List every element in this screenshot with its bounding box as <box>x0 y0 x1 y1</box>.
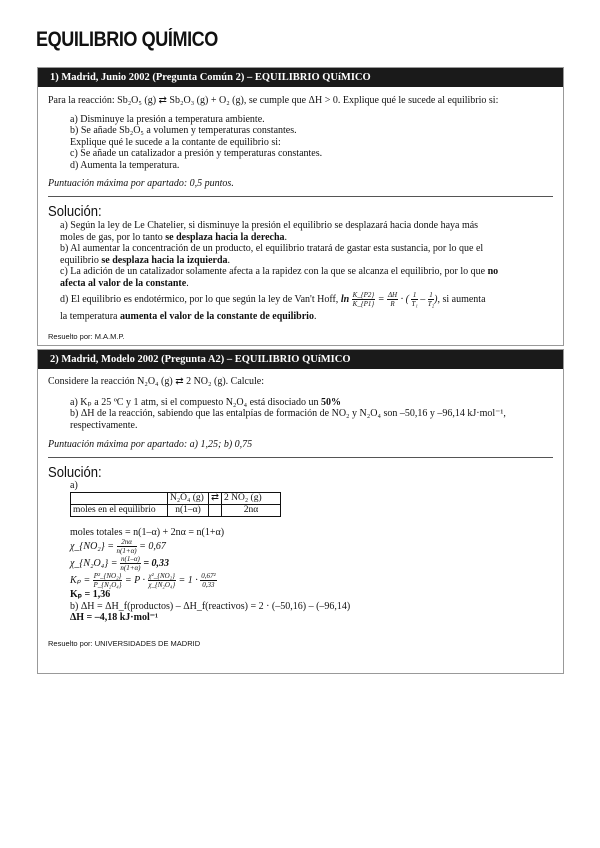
question-1-intro: Para la reacción: Sb₂O₅ (g) ⇄ Sb₂O₃ (g) + O₂ (g), se cumple que ΔH > 0. Explique qué le sucede al equilibrio si: <box>48 95 499 106</box>
solution-c-line-1: c) La adición de un catalizador solamente afecta a la rapidez con la que se alcanza el equilibrio, por lo que no <box>60 266 499 277</box>
page-title: EQUILIBRIO QUÍMICO <box>36 28 218 51</box>
question-2-footer: Resuelto por: UNIVERSIDADES DE MADRID <box>48 638 201 648</box>
list-item: c) Se añade un catalizador a presión y temperaturas constantes. <box>70 148 323 159</box>
kp-result: Kₚ = 1,36 <box>70 589 111 600</box>
list-item: Explique qué le sucede a la contante de equilibrio si: <box>70 136 281 148</box>
question-2-box <box>37 349 564 674</box>
kp-expression: Kₚ = $\frac{\text{P²\_\{NO₂\}}}{\text{P\_\{N₂O₄\}}}$ = P · $\frac{\text{χ²\_\{NO₂\}}}{\text{χ\_\{N₂O₄\}}}$ = 1 · $\frac{\text{0,67²}}{0,33}$ <box>70 572 216 589</box>
vant-hoff-equation: ln $\frac{K\_\{P2\}}{K\_\{P1\}}$ = $\frac{\Delta H}{R}$ · ( $\frac{1}{\text{T₁}}$ – $\frac{1}{\text{T₂}}$ ) <box>340 291 438 308</box>
question-1-footer: Resuelto por: M.A.M.P. <box>48 331 125 341</box>
solution-b-line-1: b) Al aumentar la concentración de un producto, el equilibrio tratará de gastar esta sustancia, por lo que el <box>60 243 484 254</box>
list-item: d) Aumenta la temperatura. <box>70 159 180 171</box>
question-1-header: 1) Madrid, Junio 2002 (Pregunta Común 2) – EQUILIBRIO QUíMICO <box>38 68 563 87</box>
solution-c-line-2: afecta al valor de la constante. <box>60 277 189 289</box>
list-item: b) Se añade Sb₂O₅ a volumen y temperaturas constantes. <box>70 125 297 136</box>
question-1-score: Puntuación máxima por apartado: 0,5 puntos. <box>48 178 234 189</box>
solution-a-label: a) <box>70 480 78 491</box>
question-2-score: Puntuación máxima por apartado: a) 1,25; b) 0,75 <box>48 439 253 450</box>
solution-a-line-1: a) Según la ley de Le Chatelier, si disminuye la presión el equilibrio se desplazará hacia donde haya más <box>60 220 479 231</box>
solution-b-line-2: equilibrio se desplaza hacia la izquierda. <box>60 254 231 266</box>
question-1-items <box>48 114 553 172</box>
solution-c-bold: afecta al valor de la constante <box>60 277 187 289</box>
list-item: respectivamente. <box>70 419 138 431</box>
moles-total: moles totales = n(1–α) + 2nα = n(1+α) <box>70 526 225 538</box>
chi-no2: χ_{NO₂} = $\frac{2n\alpha}{n(1+\alpha)}$ = 0,67 <box>70 538 166 555</box>
question-1-box <box>37 67 564 346</box>
solution-b-bold: se desplaza hacia la izquierda <box>101 254 228 266</box>
chi-n2o4: χ_{N₂O₄} = $\frac{n(1-\alpha)}{n(1+\alpha)}$ = 0,33 <box>70 555 170 572</box>
divider <box>48 196 553 197</box>
solution-b: b) ΔH = ΔH_f(productos) – ΔH_f(reactivos) = 2 · (–50,16) – (–96,14) <box>70 600 351 612</box>
question-2-solution-title: Solución: <box>48 464 102 481</box>
solution-d-bold: aumenta el valor de la constante de equilibrio <box>119 311 314 322</box>
delta-h-result: ΔH = –4,18 kJ·mol⁻¹ <box>70 612 159 623</box>
solution-a-bold: se desplaza hacia la derecha <box>165 231 285 243</box>
list-item: b) ΔH de la reacción, sabiendo que las entalpías de formación de NO₂ y N₂O₄ son –50,16 y –96,14 kJ·mol⁻¹, <box>70 408 506 419</box>
divider <box>48 457 553 458</box>
solution-a-line-2: moles de gas, por lo tanto se desplaza hacia la derecha. <box>60 231 288 243</box>
solution-d-line-2: la temperatura aumenta el valor de la constante de equilibrio. <box>60 311 317 322</box>
list-item: a) Disminuye la presión a temperatura ambiente. <box>70 113 265 125</box>
list-item: a) Kₚ a 25 ºC y 1 atm, si el compuesto N₂O₄ está disociado un 50% <box>70 396 341 408</box>
solution-d-line-1: d) El equilibrio es endotérmico, por lo que según la ley de Van't Hoff, ln $\frac{K\_\{P2\}}{K\_\{P1\}}$ = $\frac{\Delta H}{R}$ · ( $\frac{1}{\text{T₁}}$ – $\frac{1}{\text{T₂}}$ ), si aumenta <box>60 291 486 308</box>
equilibrium-table: N₂O₄ (g) ⇄ 2 NO₂ (g) moles en el equilibrio n(1–α) 2nα <box>70 492 281 517</box>
question-2-header: 2) Madrid, Modelo 2002 (Pregunta A2) – EQUILIBRIO QUíMICO <box>38 350 563 369</box>
question-1-solution-title: Solución: <box>48 203 102 220</box>
question-2-intro: Considere la reacción N₂O₄ (g) ⇄ 2 NO₂ (g). Calcule: <box>48 376 264 387</box>
